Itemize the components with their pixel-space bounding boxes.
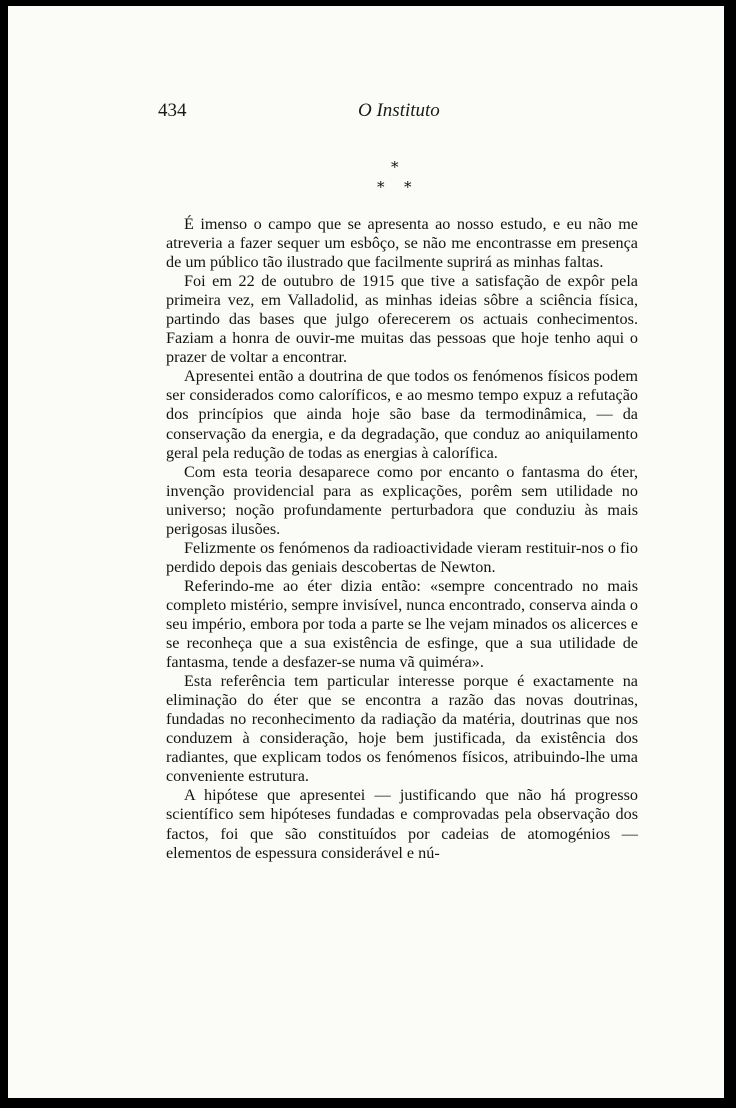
body-text (166, 215, 638, 863)
paragraph: Esta referência tem particular interesse porque é exactamente na eliminação do éter que se encontra a razão das novas doutrinas, fundadas no reconhecimento da radiação da matéria, doutrinas que nos conduzem à consideração, hoje bem justificada, da existência dos radiantes, que explicam todos os fenómenos físicos, atribuindo-lhe uma conveniente estrutura. (166, 672, 638, 786)
paragraph: A hipótese que apresentei — justificando que não há progresso scientífico sem hipóteses fundadas e comprovadas pela observação dos factos, foi que são constituídos por cadeias de atomogénios — elementos de espessura considerável e nú- (166, 786, 638, 862)
paragraph: Com esta teoria desaparece como por encanto o fantasma do éter, invenção providencial para as explicações, porêm sem utilidade no universo; noção profundamente perturbadora que conduziu às mais perigosas ilusões. (166, 462, 638, 538)
paragraph: Felizmente os fenómenos da radioactividade vieram restituir-nos o fio perdido depois das geniais descobertas de Newton. (166, 538, 638, 576)
paragraph: Apresentei então a doutrina de que todos os fenómenos físicos podem ser considerados como caloríficos, e ao mesmo tempo expuz a refutação dos princípios que ainda hoje são base da termodinâmica, — da conservação da energia, e da degradação, que conduz ao aniquilamento geral pela redução de todas as energias à calorífica. (166, 367, 638, 462)
book-page (8, 6, 724, 1098)
asterisk-left: * (377, 178, 385, 196)
paragraph: Referindo-me ao éter dizia então: «sempre concentrado no mais completo mistério, sempre invisível, nunca encontrado, conserva ainda o seu império, embora por toda a parte se lhe vejam minados os alicerces e se reconheça que a sua existência de esfinge, que a sua utilidade de fantasma, tende a desfazer-se numa vã quiméra». (166, 576, 638, 672)
running-title: O Instituto (358, 100, 440, 121)
paragraph: Foi em 22 de outubro de 1915 que tive a satisfação de expôr pela primeira vez, em Valladolid, as minhas ideias sôbre a sciência física, partindo das bases que julgo oferecerem os actuais conhecimentos. Faziam a honra de ouvir-me muitas das pessoas que hoje tenho aqui o prazer de voltar a encontrar. (166, 272, 638, 367)
asterism-separator (363, 158, 423, 202)
paragraph: É imenso o campo que se apresenta ao nosso estudo, e eu não me atreveria a fazer sequer um esbôço, se não me encontrasse em presença de um público tão ilustrado que facilmente suprirá as minhas faltas. (166, 215, 638, 272)
asterisk-top: * (391, 158, 399, 176)
page-number: 434 (158, 100, 187, 121)
page-header (8, 100, 724, 130)
asterisk-right: * (404, 178, 412, 196)
